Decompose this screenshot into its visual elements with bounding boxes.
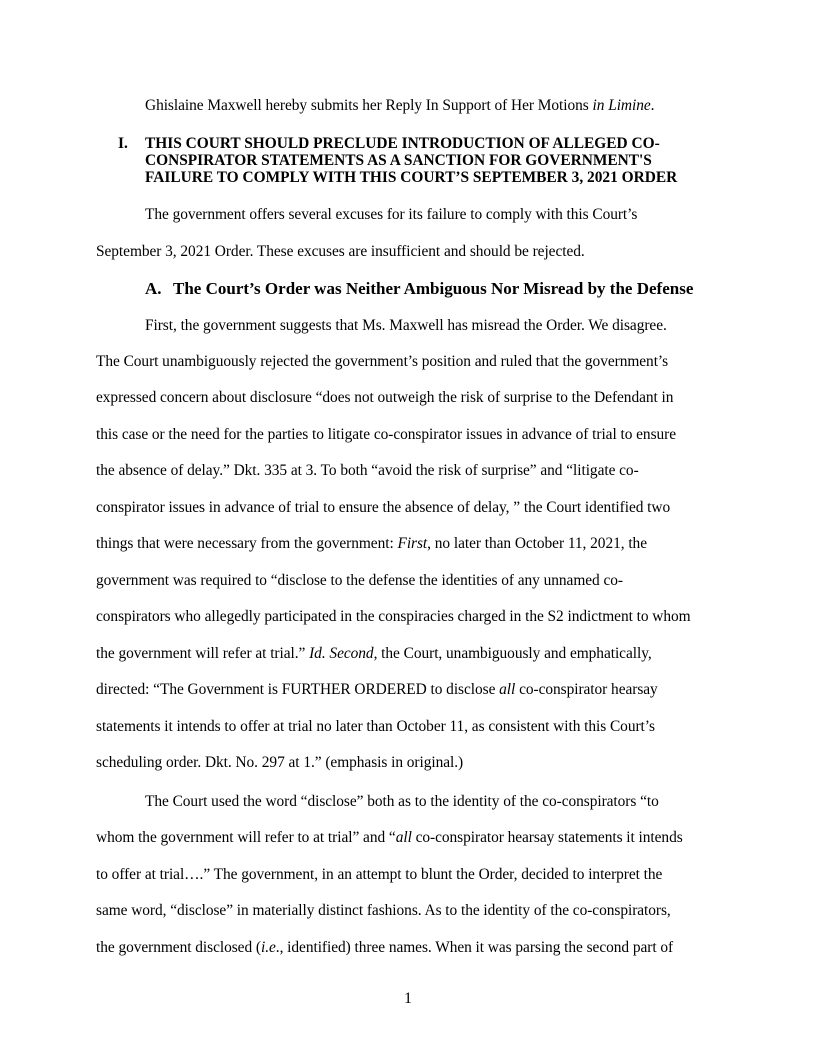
paragraph-line: conspirators who allegedly participated in the conspiracies charged in the S2 indictment to whom xyxy=(96,608,691,625)
paragraph-line: the government disclosed (i.e., identified) three names. When it was parsing the second part of xyxy=(96,939,674,956)
paragraph-line: whom the government will refer to at trial” and “all co-conspirator hearsay statements it intends xyxy=(96,829,683,846)
paragraph-line: government was required to “disclose to the defense the identities of any unnamed co- xyxy=(96,572,623,589)
paragraph-line: First, the government suggests that Ms. Maxwell has misread the Order. We disagree. xyxy=(145,317,667,334)
section-number: I. xyxy=(118,135,128,152)
paragraph-line: The Court used the word “disclose” both as to the identity of the co-conspirators “to xyxy=(145,793,659,810)
paragraph-line: conspirator issues in advance of trial to ensure the absence of delay, ” the Court identified two xyxy=(96,499,671,516)
paragraph-line: The government offers several excuses for its failure to comply with this Court’s xyxy=(145,206,638,223)
paragraph-line: The Court unambiguously rejected the government’s position and ruled that the government’s xyxy=(96,353,669,370)
paragraph-line: statements it intends to offer at trial no later than October 11, as consistent with this Court’s xyxy=(96,718,655,735)
section-heading: THIS COURT SHOULD PRECLUDE INTRODUCTION OF ALLEGED CO- CONSPIRATOR STATEMENTS AS A SANCTION FOR GOVERNMENT'S FAILURE TO COMPLY WITH THIS COURT’S SEPTEMBER 3, 2021 ORDER xyxy=(145,135,678,186)
paragraph-line: to offer at trial….” The government, in an attempt to blunt the Order, decided to interpret the xyxy=(96,866,663,883)
paragraph-line: the absence of delay.” Dkt. 335 at 3. To both “avoid the risk of surprise” and “litigate co- xyxy=(96,462,639,479)
page-number: 1 xyxy=(404,990,412,1007)
paragraph-line: scheduling order. Dkt. No. 297 at 1.” (emphasis in original.) xyxy=(96,754,464,771)
intro-paragraph: Ghislaine Maxwell hereby submits her Reply In Support of Her Motions in Limine. xyxy=(145,97,655,114)
paragraph-line: directed: “The Government is FURTHER ORDERED to disclose all co-conspirator hearsay xyxy=(96,681,658,698)
paragraph-line: this case or the need for the parties to litigate co-conspirator issues in advance of trial to ensure xyxy=(96,426,677,443)
subsection-heading: A. The Court’s Order was Neither Ambiguous Nor Misread by the Defense xyxy=(145,279,694,298)
paragraph-line: the government will refer at trial.” Id. Second, the Court, unambiguously and emphatically, xyxy=(96,645,652,662)
paragraph-line: September 3, 2021 Order. These excuses are insufficient and should be rejected. xyxy=(96,243,585,260)
paragraph-line: same word, “disclose” in materially distinct fashions. As to the identity of the co-conspirators, xyxy=(96,902,671,919)
paragraph-line: things that were necessary from the government: First, no later than October 11, 2021, the xyxy=(96,535,647,552)
paragraph-line: expressed concern about disclosure “does not outweigh the risk of surprise to the Defendant in xyxy=(96,389,674,406)
